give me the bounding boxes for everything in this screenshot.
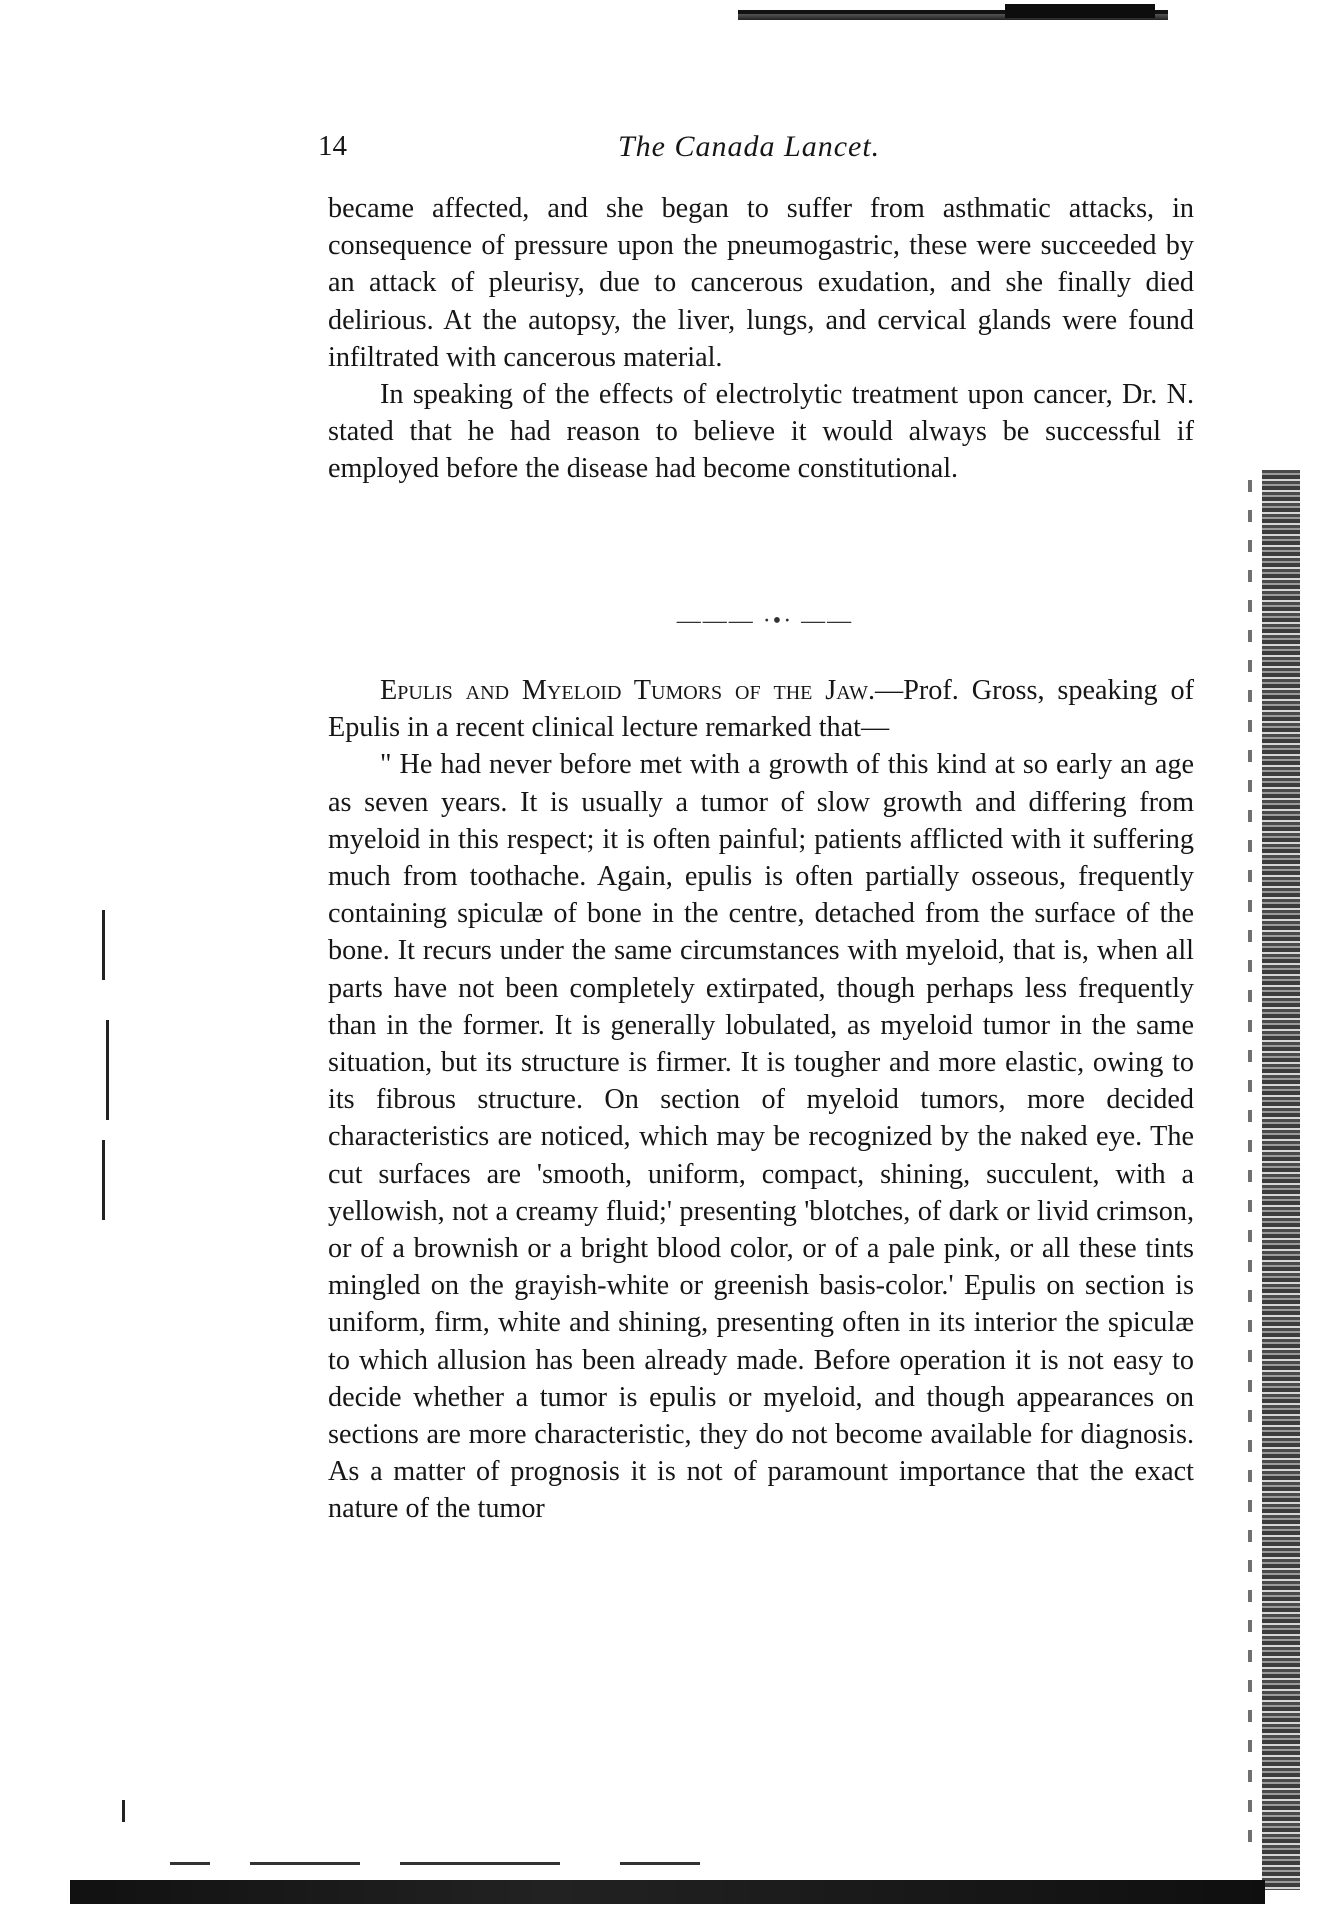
epulis-quote-paragraph: " He had never before met with a growth of this kind at so early an age as seven years. It is usually a tumor of slow growth and differing from myeloid in this respect; it is often painful; patients afflicted with it suffering much from toothache. Again, epulis is often partially osseous, frequently containing spiculæ of bone in the centre, detached from the surface of the bone. It recurs under the same circumstances with myeloid, that is, when all parts have not been completely extirpated, though perhaps less frequently than in the former. It is generally lobulated, as myeloid tumor in the same situation, but its structure is firmer. It is tougher and more elastic, owing to its fibrous structure. On section of myeloid tumors, more decided characteristics are noticed, which may be recognized by the naked eye. The cut surfaces are 'smooth, uniform, compact, shining, succulent, with a yellowish, not a creamy fluid;' presenting 'blotches, of dark or livid crimson, or of a brownish or a bright blood color, or of a pale pink, or all these tints mingled on the grayish-white or greenish basis-color.' Epulis on section is uniform, firm, white and shining, presenting often in its interior the spiculæ to which allusion has been already made. Before operation it is not easy to decide whether a tumor is epulis or myeloid, and though appearances on sections are more characteristic, they do not become available for diagnosis. As a matter of prognosis it is not of paramount importance that the exact nature of the tumor [328, 749, 1194, 1525]
bottom-dash [170, 1862, 210, 1865]
epulis-intro-paragraph [328, 672, 1194, 746]
binding-edge [1262, 470, 1300, 1890]
section-separator: ——— ·•· —— [676, 608, 854, 634]
bottom-dash [400, 1862, 560, 1865]
page-number: 14 [318, 130, 347, 162]
paragraph-autopsy: became affected, and she began to suffer from asthmatic attacks, in consequence of pressure upon the pneumogastric, these were succeeded by an attack of pleurisy, due to cancerous exudation, and she finally died delirious. At the autopsy, the liver, lungs, and cervical glands were found infiltrated with cancerous material. [328, 193, 1194, 373]
top-border-accent [1005, 4, 1155, 18]
section-heading: Epulis and Myeloid Tumors of the Jaw. [380, 675, 876, 706]
binding-edge-dashes [1248, 480, 1252, 1860]
margin-mark [106, 1020, 109, 1120]
bottom-dash [620, 1862, 700, 1865]
margin-mark [102, 1140, 105, 1220]
bottom-border-rule [70, 1880, 1265, 1904]
margin-mark [122, 1800, 125, 1822]
running-title: The Canada Lancet. [618, 130, 881, 163]
bottom-dash [250, 1862, 360, 1865]
section-intro: —Prof. Gross, speaking of Epulis in a recent clinical lecture remarked that— [328, 675, 1195, 744]
page-header [318, 130, 938, 170]
article-continuation [328, 190, 1194, 488]
article-epulis [328, 672, 1194, 1528]
paragraph-electrolytic: In speaking of the effects of electrolytic treatment upon cancer, Dr. N. stated that he had reason to believe it would always be successful if employed before the disease had become constitutional. [328, 379, 1194, 485]
margin-mark [102, 910, 105, 980]
